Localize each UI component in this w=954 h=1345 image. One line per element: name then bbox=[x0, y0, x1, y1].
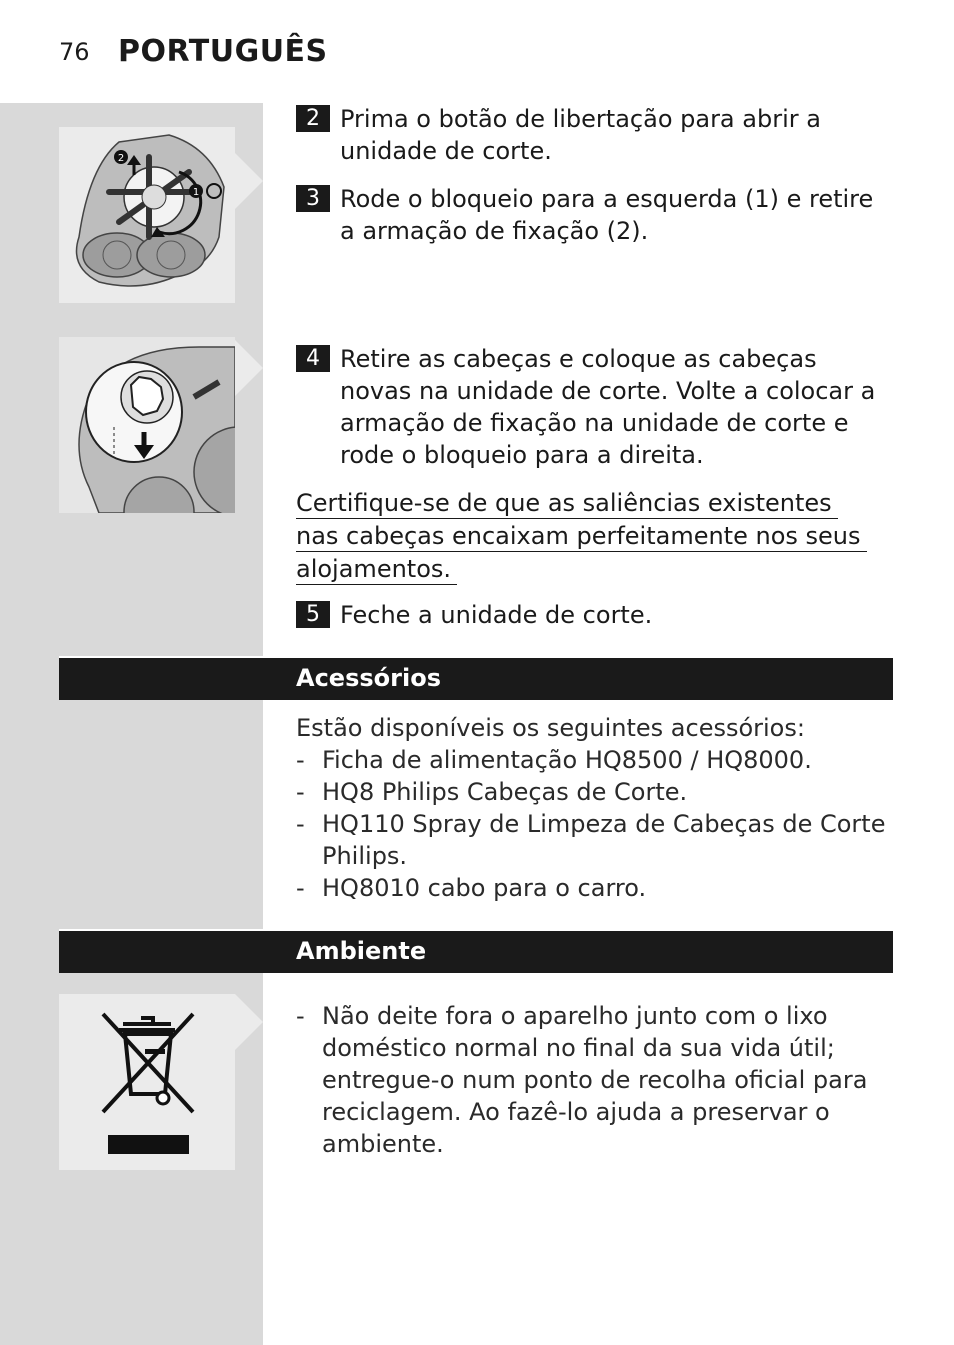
step-2 bbox=[296, 103, 886, 167]
accessories-list bbox=[296, 712, 892, 904]
note-line: alojamentos. bbox=[296, 554, 457, 585]
page-title: PORTUGUÊS bbox=[118, 34, 328, 69]
section-title: Acessórios bbox=[296, 664, 441, 692]
figure-pointer bbox=[235, 153, 263, 209]
list-item: - Não deite fora o aparelho junto com o lixo doméstico normal no final da sua vida útil; entregue-o num ponto de recolha oficial para reciclagem. Ao fazê-lo ajuda a preservar o ambiente. bbox=[296, 1002, 868, 1158]
step-number: 5 bbox=[296, 601, 330, 628]
weee-bin-figure bbox=[59, 994, 235, 1170]
step-4 bbox=[296, 343, 886, 471]
list-item: - HQ110 Spray de Limpeza de Cabeças de Corte Philips. bbox=[296, 810, 886, 870]
step-text: Prima o botão de libertação para abrir a unidade de corte. bbox=[340, 105, 821, 165]
step-text: Feche a unidade de corte. bbox=[340, 601, 653, 629]
list-item: - HQ8010 cabo para o carro. bbox=[296, 874, 647, 902]
list-item: - HQ8 Philips Cabeças de Corte. bbox=[296, 778, 688, 806]
note-line: Certifique-se de que as saliências existentes bbox=[296, 488, 838, 519]
accessories-intro: Estão disponíveis os seguintes acessórios: bbox=[296, 714, 805, 742]
step-3 bbox=[296, 183, 886, 247]
svg-text:2: 2 bbox=[117, 153, 125, 164]
note-block bbox=[296, 488, 867, 587]
step-number: 4 bbox=[296, 345, 330, 372]
step-5 bbox=[296, 599, 886, 631]
figure-pointer bbox=[235, 340, 263, 396]
step-number: 2 bbox=[296, 105, 330, 132]
list-item: - Ficha de alimentação HQ8500 / HQ8000. bbox=[296, 746, 812, 774]
shaving-head-replace-figure bbox=[59, 337, 235, 513]
shaver-unlock-figure bbox=[59, 127, 235, 303]
svg-text:1: 1 bbox=[192, 187, 200, 198]
figure-pointer bbox=[235, 994, 263, 1050]
step-number: 3 bbox=[296, 185, 330, 212]
environment-list bbox=[296, 1000, 882, 1160]
section-header-environment bbox=[59, 929, 893, 973]
step-text: Retire as cabeças e coloque as cabeças novas na unidade de corte. Volte a colocar a armação de fixação na unidade de corte e rode o bloqueio para a direita. bbox=[340, 345, 876, 469]
section-header-accessories bbox=[59, 656, 893, 700]
note-line: nas cabeças encaixam perfeitamente nos seus bbox=[296, 521, 867, 552]
section-title: Ambiente bbox=[296, 937, 427, 965]
page-number: 76 bbox=[59, 38, 90, 66]
step-text: Rode o bloqueio para a esquerda (1) e retire a armação de fixação (2). bbox=[340, 185, 874, 245]
bin-bar-icon bbox=[108, 1135, 189, 1154]
